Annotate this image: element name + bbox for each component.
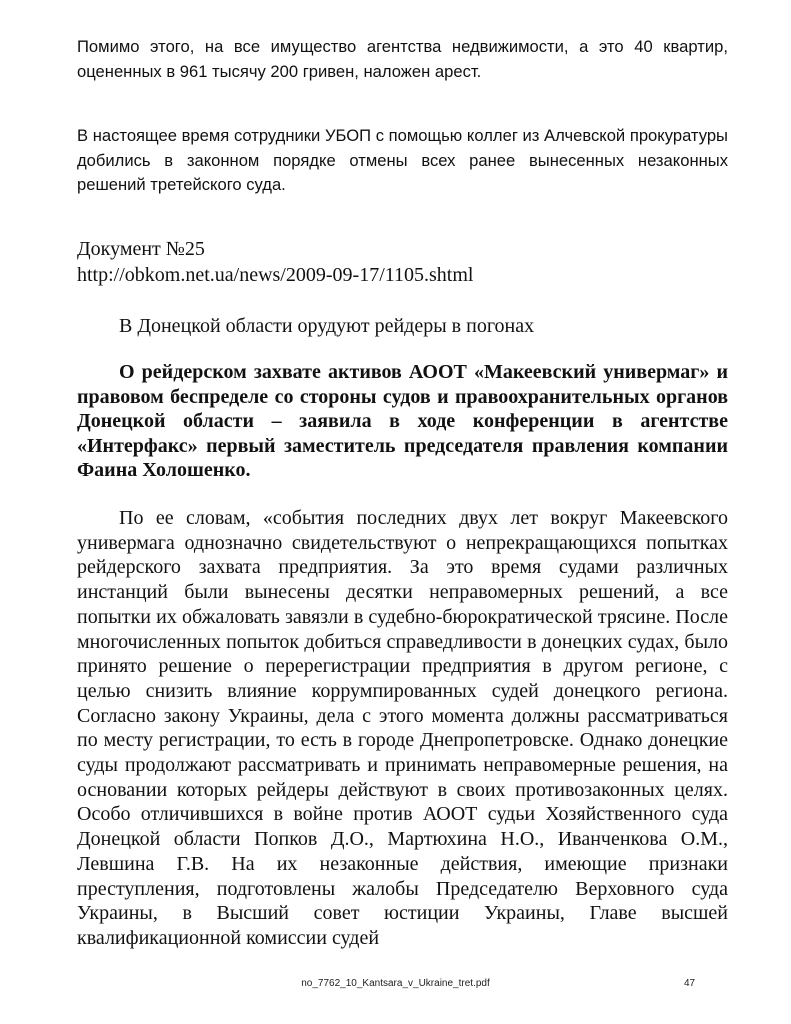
article-body-paragraph: По ее словам, «события последних двух лет вокруг Макеевского универмага однозначно свидетельствуют о непрекращающихся попытках рейдерского захвата предприятия. За это время судами различных инстанций были вынесены десятки неправомерных решений, а все попытки их обжаловать завязли в судебно-бюрократической трясине. После многочисленных попыток добиться справедливости в донецких судах, было принято решение о перерегистрации предприятия в другом регионе, с целью снизить влияние коррумпированных судей донецкого региона. Согласно закону Украины, дела с этого момента должны рассматриваться по месту регистрации, то есть в городе Днепропетровске. Однако донецкие суды продолжают рассматривать и принимать неправомерные решения, на основании которых рейдеры действуют в своих противозаконных целях. Особо отличившихся в войне против АООТ судьи Хозяйственного суда Донецкой области Попков Д.О., Мартюхина Н.О., Иванченкова О.М., Левшина Г.В. На их незаконные действия, имеющие признаки преступления, подготовлены жалобы Председателю Верховного суда Украины, в Высший совет юстиции Украины, Главе высшей квалификационной комиссии судей — [77, 507, 728, 949]
paragraph-property-arrest: Помимо этого, на все имущество агентства недвижимости, а это 40 квартир, оцененных в 961 тысячу 200 гривен, наложен арест. — [77, 37, 728, 81]
document-number-heading: Документ №25 — [77, 238, 205, 260]
source-url: http://obkom.net.ua/news/2009-09-17/1105.shtml — [77, 264, 474, 286]
article-lead-paragraph: О рейдерском захвате активов АООТ «Макеевский универмаг» и правовом беспределе со стороны судов и правоохранительных органов Донецкой области – заявила в ходе конференции в агентстве «Интерфакс» первый заместитель председателя правления компании Фаина Холошенко. — [77, 361, 728, 482]
footer-page-number: 47 — [684, 978, 696, 989]
article-headline: В Донецкой области орудуют рейдеры в погонах — [119, 315, 535, 337]
footer-filename: no_7762_10_Kantsara_v_Ukraine_tret.pdf — [301, 978, 490, 989]
paragraph-ubop-cancellation: В настоящее время сотрудники УБОП с помощью коллег из Алчевской прокуратуры добились в законном порядке отмены всех ранее вынесенных незаконных решений третейского суда. — [77, 126, 728, 194]
